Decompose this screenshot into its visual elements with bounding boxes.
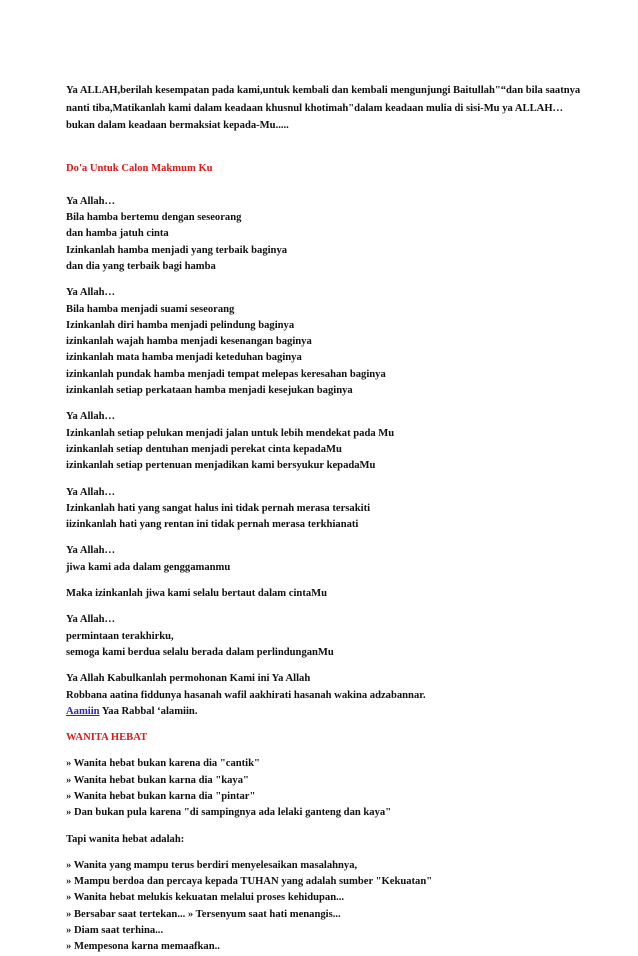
text-line: Ya Allah… (66, 545, 116, 557)
wanita-subtitle: Tapi wanita hebat adalah: (66, 833, 185, 845)
list-item: » Mempesona karna memaafkan.. (66, 941, 220, 953)
text-line: iizinkanlah hati yang rentan ini tidak pernah merasa terkhianati (66, 519, 359, 531)
text-line: Ya Allah… (66, 486, 116, 498)
text-line: jiwa kami ada dalam genggamanmu (66, 561, 231, 573)
text-line: Bila hamba bertemu dengan seseorang (66, 212, 242, 224)
text-line: izinkanlah setiap pertenuan menjadikan kami bersyukur kepadaMu (66, 460, 376, 472)
aamiin-line (66, 704, 586, 720)
text-line: izinkanlah setiap perkataan hamba menjadi kesejukan baginya (66, 385, 353, 397)
doa-stanza (66, 194, 586, 275)
aamiin-link[interactable]: Aamiin (66, 705, 100, 717)
text-line: dan hamba jatuh cinta (66, 228, 169, 240)
text-line: Ya Allah… (66, 614, 116, 626)
wanita-list-2 (66, 858, 586, 956)
list-item: » Wanita hebat bukan karena dia "cantik" (66, 758, 260, 770)
wanita-title: WANITA HEBAT (66, 732, 148, 744)
doa-stanza (66, 586, 586, 602)
text-line: Robbana aatina fiddunya hasanah wafil aakhirati hasanah wakina adzabannar. (66, 689, 426, 701)
document-page (66, 82, 586, 956)
list-item: » Bersabar saat tertekan... » Tersenyum saat hati menangis... (66, 908, 341, 920)
doa-title: Do'a Untuk Calon Makmum Ku (66, 162, 213, 174)
text-line: Izinkanlah setiap pelukan menjadi jalan untuk lebih mendekat pada Mu (66, 427, 395, 439)
text-line: permintaan terakhirku, (66, 630, 174, 642)
list-item: » Wanita hebat bukan karna dia "kaya" (66, 774, 249, 786)
text-line: Izinkanlah hamba menjadi yang terbaik baginya (66, 244, 288, 256)
text-line: Ya Allah… (66, 287, 116, 299)
list-item: » Diam saat terhina... (66, 925, 164, 937)
text-line: izinkanlah setiap dentuhan menjadi perekat cinta kepadaMu (66, 443, 342, 455)
doa-stanza (66, 543, 586, 576)
text-line: Ya Allah Kabulkanlah permohonan Kami ini Ya Allah (66, 673, 311, 685)
doa-stanza (66, 409, 586, 474)
list-item: » Mampu berdoa dan percaya kepada TUHAN yang adalah sumber "Kekuatan" (66, 876, 433, 888)
text-line: semoga kami berdua selalu berada dalam perlindunganMu (66, 646, 334, 658)
wanita-list-1 (66, 756, 586, 821)
intro-paragraph: Ya ALLAH,berilah kesempatan pada kami,untuk kembali dan kembali mengunjungi Baitullah"“dan bila saatnya nanti tiba,Matikanlah kami dalam keadaan khusnul khotimah"dalam keadaan mulia di sisi-Mu ya ALLAH…bukan dalam keadaan bermaksiat kepada-Mu..... (66, 85, 581, 131)
list-item: » Wanita hebat bukan karna dia "pintar" (66, 791, 256, 802)
text-line: Maka izinkanlah jiwa kami selalu bertaut dalam cintaMu (66, 588, 328, 600)
doa-stanza (66, 612, 586, 661)
text-line: izinkanlah mata hamba menjadi keteduhan baginya (66, 352, 302, 364)
text-line: Bila hamba menjadi suami seseorang (66, 303, 235, 315)
text-line: Izinkanlah diri hamba menjadi pelindung baginya (66, 319, 295, 331)
list-item: » Wanita hebat melukis kekuatan melalui proses kehidupan... (66, 892, 345, 904)
list-item: » Wanita yang mampu terus berdiri menyelesaikan masalahnya, (66, 859, 358, 871)
doa-closing (66, 671, 586, 720)
text-line: Ya Allah… (66, 195, 116, 207)
aamiin-text: Yaa Rabbal ‘alamiin. (99, 705, 198, 717)
doa-stanza (66, 485, 586, 534)
text-line: Izinkanlah hati yang sangat halus ini tidak pernah merasa tersakiti (66, 502, 371, 514)
text-line: izinkanlah pundak hamba menjadi tempat melepas keresahan baginya (66, 368, 386, 380)
doa-stanza (66, 285, 586, 399)
text-line: dan dia yang terbaik bagi hamba (66, 260, 216, 272)
text-line: izinkanlah wajah hamba menjadi kesenangan baginya (66, 336, 312, 348)
list-item: » Dan bukan pula karena "di sampingnya ada lelaki ganteng dan kaya" (66, 807, 392, 819)
text-line: Ya Allah… (66, 411, 116, 423)
